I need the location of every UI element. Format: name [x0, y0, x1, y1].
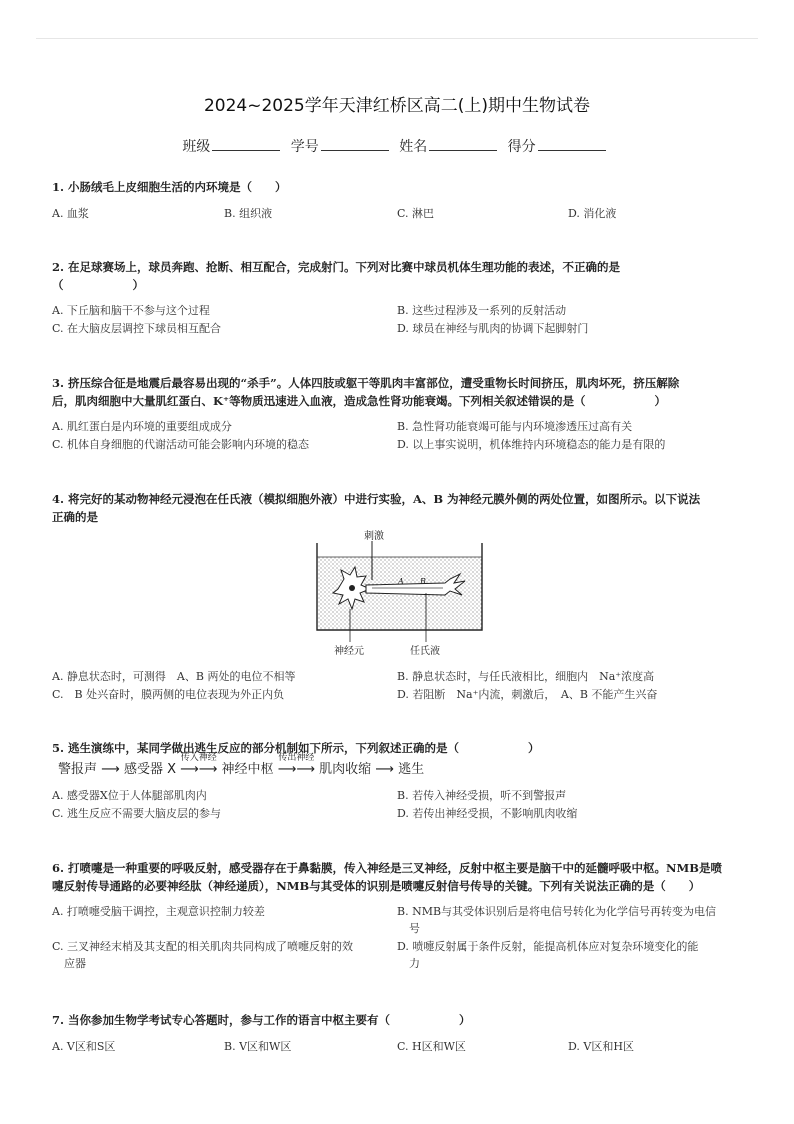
question-6-stem: 6. 打喷嚏是一种重要的呼吸反射，感受器存在于鼻黏膜，传入神经是三叉神经，反射中枢主要是脑干中的延髓呼吸中枢。NMB是喷 — [52, 861, 722, 875]
question-7-option-a[interactable]: A. V区和S区 — [52, 1040, 116, 1053]
question-4-option-c[interactable]: C. B 处兴奋时，膜两侧的电位表现为外正内负 — [52, 688, 285, 701]
question-4-stem: 4. 将完好的某动物神经元浸泡在任氏液（模拟细胞外液）中进行实验，A、B 为神经元膜外侧的两处位置，如图所示。以下说法 — [52, 492, 701, 506]
header-divider — [36, 38, 758, 39]
neuron-nucleus — [349, 585, 355, 591]
question-6-option-d-line2: 力 — [409, 957, 420, 970]
question-1-stem: 1. 小肠绒毛上皮细胞生活的内环境是（ ） — [52, 180, 287, 194]
efferent-label: 传出神经 — [278, 753, 315, 763]
question-2-option-c[interactable]: C. 在大脑皮层调控下球员相互配合 — [52, 322, 222, 335]
question-1-option-b[interactable]: B. 组织液 — [224, 207, 273, 220]
flow-arrow-afferent: 传入神经 ⟶⟶ — [180, 762, 217, 777]
question-6-option-d-line1: D. 喷嚏反射属于条件反射，能提高机体应对复杂环境变化的能 — [397, 940, 699, 953]
question-6-option-d[interactable] — [397, 938, 742, 972]
question-5-option-b[interactable]: B. 若传入神经受损，听不到警报声 — [397, 789, 567, 802]
reflex-flow-diagram — [58, 753, 425, 777]
flow-alarm: 警报声 — [58, 762, 98, 777]
flow-arrow-efferent: 传出神经 ⟶⟶ — [278, 762, 315, 777]
question-7-option-c[interactable]: C. H区和W区 — [397, 1040, 466, 1053]
flow-arrow-1: ⟶ — [101, 762, 120, 777]
question-3-option-b[interactable]: B. 急性肾功能衰竭可能与内环境渗透压过高有关 — [397, 420, 633, 433]
flow-arrow-4: ⟶ — [375, 762, 394, 777]
id-label: 学号 — [290, 139, 319, 155]
name-label: 姓名 — [399, 139, 428, 155]
flow-muscle: 肌肉收缩 — [319, 762, 372, 777]
question-4-stem-cont: 正确的是 — [52, 510, 98, 524]
id-field[interactable] — [321, 138, 389, 151]
question-6-option-c-line2: 应器 — [64, 957, 86, 970]
question-3-stem: 3. 挤压综合征是地震后最容易出现的“杀手”。人体四肢或躯干等肌肉丰富部位，遭受重物长时间挤压，肌肉坏死，挤压解除 — [52, 376, 680, 390]
question-4-option-a[interactable]: A. 静息状态时，可测得 A、B 两处的电位不相等 — [52, 670, 296, 683]
score-label: 得分 — [507, 139, 536, 155]
question-3-option-c[interactable]: C. 机体自身细胞的代谢活动可能会影响内环境的稳态 — [52, 438, 310, 451]
question-1-option-d[interactable]: D. 消化液 — [568, 207, 617, 220]
class-label: 班级 — [182, 139, 211, 155]
question-3-option-d[interactable]: D. 以上事实说明，机体维持内环境稳态的能力是有限的 — [397, 438, 666, 451]
question-6-option-b-line1: B. NMB与其受体识别后是将电信号转化为化学信号再转变为电信 — [397, 905, 717, 918]
class-field[interactable] — [212, 138, 280, 151]
question-3-option-a[interactable]: A. 肌红蛋白是内环境的重要组成成分 — [52, 420, 232, 433]
flow-escape: 逃生 — [398, 762, 425, 777]
solution-label: 任氏液 — [410, 646, 440, 657]
neuron-label: 神经元 — [334, 646, 364, 657]
question-1-option-a[interactable]: A. 血浆 — [52, 207, 89, 220]
question-5-option-a[interactable]: A. 感受器X位于人体腿部肌肉内 — [52, 789, 207, 802]
neuron-experiment-figure — [300, 527, 500, 660]
question-7-option-b[interactable]: B. V区和W区 — [224, 1040, 292, 1053]
flow-receptor: 感受器 X — [123, 762, 176, 777]
question-6-option-c-line1: C. 三叉神经末梢及其支配的相关肌肉共同构成了喷嚏反射的效 — [52, 940, 354, 953]
question-2-option-b[interactable]: B. 这些过程涉及一系列的反射活动 — [397, 304, 567, 317]
question-5-option-d[interactable]: D. 若传出神经受损，不影响肌肉收缩 — [397, 807, 578, 820]
question-6-stem-cont: 嚏反射传导通路的必要神经肽（神经递质），NMB与其受体的识别是喷嚏反射信号传导的关键。下列有关说法正确的是（ ） — [52, 879, 701, 893]
student-info-line — [0, 136, 794, 156]
flow-center: 神经中枢 — [221, 762, 274, 777]
question-6-option-b[interactable] — [397, 903, 742, 937]
question-6-option-b-line2: 号 — [409, 922, 420, 935]
name-field[interactable] — [429, 138, 497, 151]
question-6-option-c[interactable] — [52, 938, 382, 972]
question-7-stem: 7. 当你参加生物学考试专心答题时，参与工作的语言中枢主要有（ ） — [52, 1013, 471, 1027]
score-field[interactable] — [538, 138, 606, 151]
question-2-stem: 2. 在足球赛场上，球员奔跑、抢断、相互配合，完成射门。下列对比赛中球员机体生理功能的表述，不正确的是 — [52, 260, 621, 274]
question-4-option-d[interactable]: D. 若阻断 Na⁺内流，刺激后， A、B 不能产生兴奋 — [397, 688, 658, 701]
question-7-option-d[interactable]: D. V区和H区 — [568, 1040, 634, 1053]
question-6-option-a[interactable]: A. 打喷嚏受脑干调控，主观意识控制力较差 — [52, 905, 265, 918]
question-3-stem-cont: 后，肌肉细胞中大量肌红蛋白、K⁺等物质迅速进入血液，造成急性肾功能衰竭。下列相关叙述错误的是（ ） — [52, 394, 667, 408]
question-4-option-b[interactable]: B. 静息状态时，与任氏液相比，细胞内 Na⁺浓度高 — [397, 670, 655, 683]
question-1-option-c[interactable]: C. 淋巴 — [397, 207, 435, 220]
question-2-option-d[interactable]: D. 球员在神经与肌肉的协调下起脚射门 — [397, 322, 589, 335]
question-2-option-a[interactable]: A. 下丘脑和脑干不参与这个过程 — [52, 304, 210, 317]
page-title: 2024~2025学年天津红桥区高二(上)期中生物试卷 — [203, 96, 591, 116]
stimulus-label: 刺激 — [364, 531, 384, 542]
afferent-label: 传入神经 — [180, 753, 217, 763]
question-5-stem: 5. 逃生演练中，某同学做出逃生反应的部分机制如下所示，下列叙述正确的是（ ） — [52, 741, 540, 755]
position-a-label: A — [398, 577, 404, 586]
position-b-label: B — [420, 577, 426, 586]
question-2-stem-cont: （ ） — [52, 278, 144, 292]
question-5-option-c[interactable]: C. 逃生反应不需要大脑皮层的参与 — [52, 807, 222, 820]
